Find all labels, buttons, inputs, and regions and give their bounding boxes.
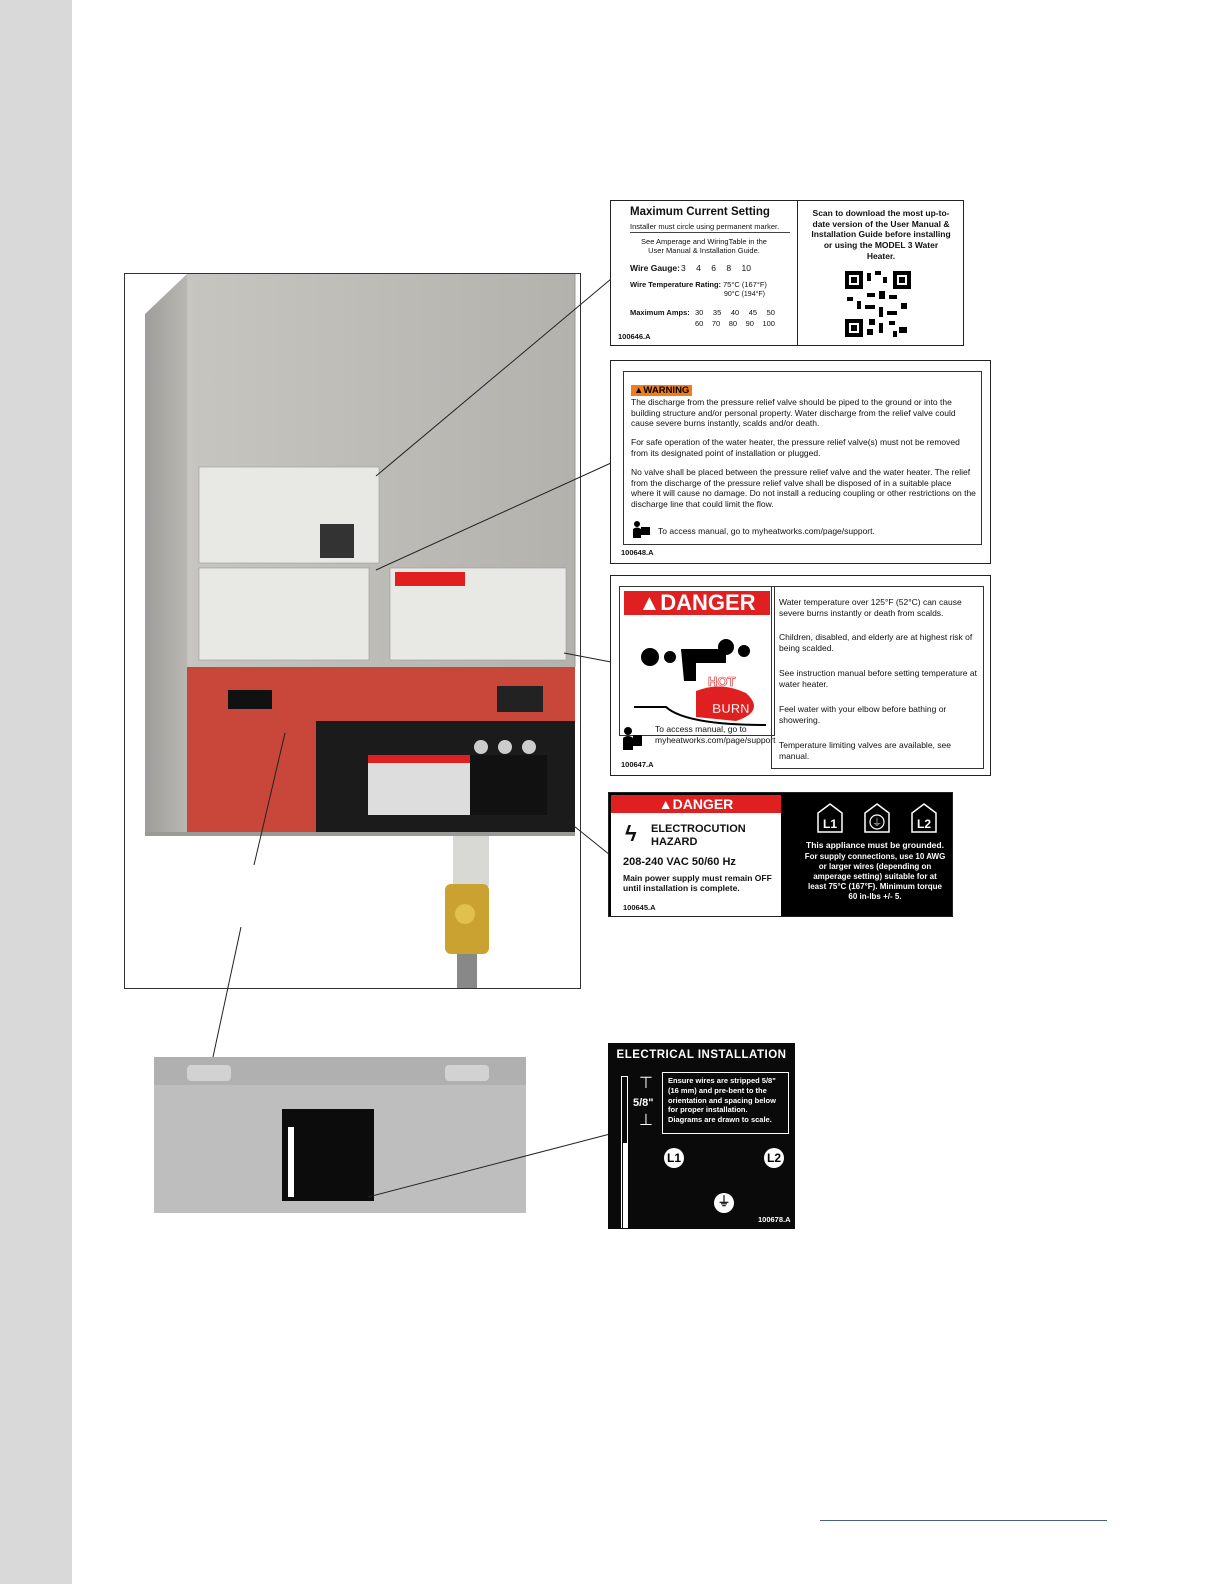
warning-triangle-icon: ▲WARNING [631,385,692,396]
danger-burn-p1: Water temperature over 125°F (52°C) can cause severe burns instantly or death from scalds. [779,597,962,618]
page-margin-strip [0,0,72,1584]
voltage-text: 208-240 VAC 50/60 Hz [623,856,736,868]
scald-hazard-icon [626,621,770,731]
svg-text:L1: L1 [822,817,838,831]
danger-burn-p5: Temperature limiting valves are available, see manual. [779,740,951,761]
danger-header [624,591,770,615]
svg-text:L2: L2 [916,817,932,831]
footer-rule [820,1520,1107,1521]
warning-p2: For safe operation of the water heater, the pressure relief valve(s) must not be removed from its designated point of installation or plugged. [631,437,960,458]
terminal-l1-icon [664,1148,684,1168]
amp-value: 60 [695,319,704,328]
max-amps-label: Maximum Amps: [630,308,690,317]
wire-temp-2: 90°C (194°F) [724,291,766,298]
cover-photo [154,1057,526,1213]
reading-manual-icon [631,520,651,538]
power-text: Main power supply must remain OFF until installation is complete. [623,873,772,894]
amp-value: 40 [730,308,740,317]
warning-label [610,360,991,564]
danger-title: DANGER [672,796,734,812]
reading-manual-icon [621,726,643,750]
label-code: 100646.A [618,332,651,341]
max-current-title: Maximum Current Setting [630,206,770,218]
gauge-value: 8 [726,263,732,273]
terminal-l2-icon [911,803,937,833]
strip-length-text: 5/8" [633,1097,654,1109]
terminal-l2-icon [764,1148,784,1168]
ground-symbol: ⏚ [714,1193,734,1213]
supply-text: For supply connections, use 10 AWG or larger wires (depending on amperage setting) suitable for at least 75°C (167°F). Minimum torque 60 in-lbs +/- 5. [804,852,946,901]
l2-symbol: L2 [764,1148,784,1168]
label-code: 100645.A [623,903,656,912]
gauge-value: 4 [696,263,701,273]
warning-tag-text: WARNING [643,385,690,396]
danger-triangle-icon: ▲ [658,796,673,812]
electrocution-white-panel [611,795,781,916]
label-code: 100678.A [758,1215,791,1224]
wire-temp-label: Wire Temperature Rating: [630,280,722,289]
terminal-icons [817,803,937,833]
l1-symbol: L1 [664,1148,684,1168]
danger-title: DANGER [660,590,756,615]
gauge-value: 6 [711,263,716,273]
electrocution-hazard-text: ELECTROCUTION HAZARD [651,823,746,848]
see-table-text: See Amperage and WiringTable in the User Manual & Installation Guide. [641,237,767,256]
installation-title: ELECTRICAL INSTALLATION [616,1049,787,1061]
ground-terminal-icon [864,803,890,833]
amp-value: 35 [712,308,722,317]
amps-row-1 [695,308,775,317]
qr-code-icon[interactable] [845,271,911,337]
danger-burn-text-panel [771,586,984,769]
amp-value: 70 [711,319,721,328]
terminal-l1-icon [817,803,843,833]
amp-value: 50 [766,308,775,317]
max-current-label [610,200,964,346]
warning-manual-text: To access manual, go to myheatworks.com/page/support. [658,526,875,536]
ground-terminal-icon [714,1193,734,1213]
cover-illustration [154,1057,526,1213]
dimension-top-icon: ⊤ [639,1075,653,1092]
danger-header [611,795,781,813]
amps-row-2 [695,319,775,328]
amp-value: 100 [762,319,775,328]
electrocution-danger-label [608,792,953,917]
amp-value: 45 [748,308,758,317]
burn-text: BURN [712,701,750,716]
label-code: 100648.A [621,548,654,557]
danger-burn-label [610,575,991,776]
lightning-icon: ϟ [625,821,637,846]
amp-value: 80 [728,319,738,328]
wire-insulation [623,1143,627,1228]
scan-text: Scan to download the most up-to-date version of the User Manual & Installation Guide before installing or using the MODEL 3 Water Heater. [811,208,951,261]
warning-p3: No valve shall be placed between the pressure relief valve and the water heater. The relief from the discharge of the pressure relief valve shall be disposed of in a suitable place where it will cause no damage. Do not install a reducing coupling or other restrictions on the discharge line that could limit the flow. [631,467,976,509]
danger-burn-p3: See instruction manual before setting temperature at water heater. [779,668,977,689]
wire-temp-1: 75°C (167°F) [723,280,767,289]
gauge-value: 10 [741,263,751,273]
wire-gauge-values [681,263,751,274]
warning-tag [631,380,692,398]
danger-triangle-icon: ▲ [638,590,661,615]
svg-text:⏚: ⏚ [872,818,882,829]
installation-instructions: Ensure wires are stripped 5/8" (16 mm) and pre-bent to the orientation and spacing below for proper installation. Diagrams are drawn to scale. [662,1072,789,1134]
danger-burn-manual-text: To access manual, go to myheatworks.com/page/support [655,724,776,745]
danger-burn-pictogram-panel [619,586,775,736]
max-current-subtitle: Installer must circle using permanent marker. [630,222,790,233]
amp-value: 90 [745,319,754,328]
wire-gauge-label: Wire Gauge: [630,263,680,273]
danger-burn-p2: Children, disabled, and elderly are at highest risk of being scalded. [779,632,973,653]
electrical-installation-label [608,1043,795,1229]
grounded-text: This appliance must be grounded. [806,840,944,850]
amp-value: 30 [695,308,704,317]
water-heater-illustration [125,274,581,989]
danger-burn-p4: Feel water with your elbow before bathing or showering. [779,704,947,725]
scan-panel [797,201,963,345]
label-code: 100647.A [621,760,654,769]
max-current-panel [611,201,798,345]
dimension-bottom-icon: ⊥ [639,1112,653,1129]
gauge-value: 3 [681,263,686,273]
warning-p1: The discharge from the pressure relief valve should be piped to the ground or into the building structure and/or personal property. Water discharge from the relief valve could cause severe burns instantly, scalds and/or death. [631,397,956,429]
hot-text: HOT [708,674,736,689]
warning-inner [623,371,982,545]
heater-photo-frame [124,273,581,989]
